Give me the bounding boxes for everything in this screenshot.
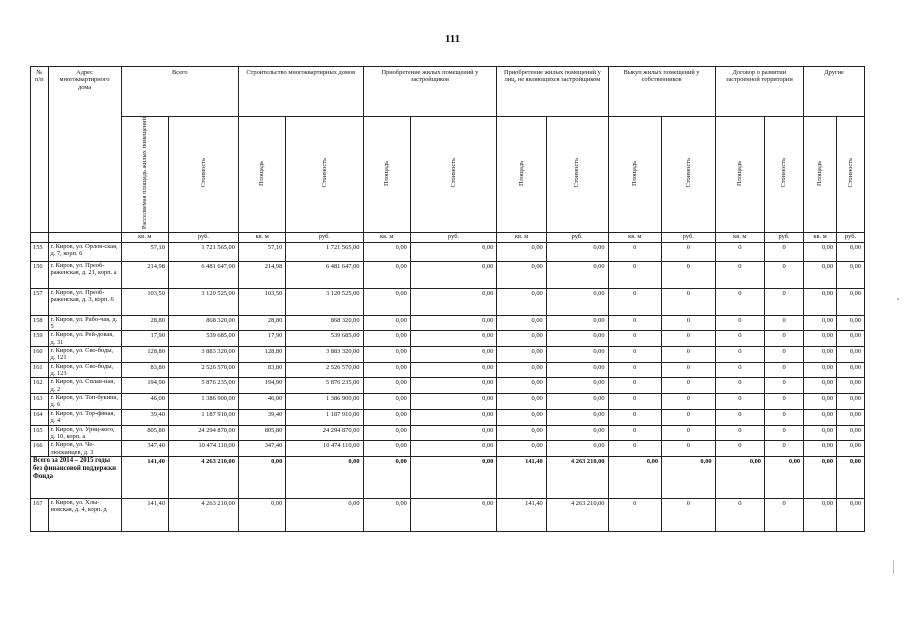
table-cell: 0,00 <box>497 441 546 457</box>
table-cell: 0 <box>765 409 804 425</box>
subheader-area <box>121 117 168 233</box>
subheader-cost <box>168 117 238 233</box>
table-cell: 0 <box>608 261 662 288</box>
table-cell: 0 <box>715 261 764 288</box>
table-cell: 0 <box>715 346 764 362</box>
table-cell: 0,00 <box>363 261 410 288</box>
table-cell: 3 120 525,00 <box>168 288 238 315</box>
table-cell: 4 263 210,00 <box>168 498 238 531</box>
table-cell: 0,00 <box>410 242 496 261</box>
table-cell: 0 <box>765 346 804 362</box>
header-group-total: Всего <box>121 67 238 117</box>
table-cell: 0,00 <box>804 346 837 362</box>
table-cell: 5 876 235,00 <box>168 378 238 394</box>
table-cell: 0 <box>662 425 716 441</box>
table-body <box>31 242 865 531</box>
table-cell: 0 <box>662 331 716 347</box>
table-cell: 0 <box>765 441 804 457</box>
table-cell: 0 <box>608 441 662 457</box>
table-cell: 0,00 <box>837 394 865 410</box>
table-cell: 0,00 <box>804 498 837 531</box>
table-cell: 0,00 <box>363 441 410 457</box>
unit-area: кв. м <box>238 232 285 242</box>
table-cell: 0,00 <box>837 346 865 362</box>
subheader-cost <box>662 117 716 233</box>
table-cell: 0,00 <box>238 456 285 498</box>
table-cell: 0,00 <box>363 409 410 425</box>
table-cell: 0 <box>765 394 804 410</box>
table-cell: 539 685,00 <box>286 331 363 347</box>
table-cell: 39,40 <box>238 409 285 425</box>
table-cell: 28,80 <box>121 315 168 331</box>
table-cell: 0,00 <box>410 315 496 331</box>
table-cell: 0 <box>715 498 764 531</box>
subheader-area <box>608 117 662 233</box>
subheader-area <box>804 117 837 233</box>
units-empty <box>31 232 49 242</box>
table-cell: 0,00 <box>497 315 546 331</box>
table-cell: 10 474 110,00 <box>286 441 363 457</box>
table-cell: 0,00 <box>497 409 546 425</box>
row-number: 158 <box>31 315 49 331</box>
table-row <box>31 498 865 531</box>
table-cell: 6 481 647,00 <box>286 261 363 288</box>
row-address: г. Киров, ул. Рей-довая, д. 31 <box>48 331 121 347</box>
table-cell: 0 <box>662 242 716 261</box>
table-cell: 0,00 <box>497 362 546 378</box>
table-row <box>31 288 865 315</box>
table-cell: 0,00 <box>497 394 546 410</box>
table-cell: 2 526 570,00 <box>168 362 238 378</box>
table-cell: 0,00 <box>546 331 608 347</box>
table-cell: 0 <box>662 378 716 394</box>
table-cell: 0 <box>608 288 662 315</box>
subheader-area-label: Площадь <box>258 160 266 186</box>
table-cell: 128,80 <box>121 346 168 362</box>
table-cell: 0 <box>608 362 662 378</box>
subheader-area-label: Площадь <box>816 160 824 186</box>
table-row <box>31 331 865 347</box>
table-cell: 0,00 <box>546 362 608 378</box>
table-row <box>31 346 865 362</box>
table-cell: 347,40 <box>238 441 285 457</box>
table-cell: 0,00 <box>837 242 865 261</box>
table-cell: 28,80 <box>238 315 285 331</box>
table-cell: 2 526 570,00 <box>286 362 363 378</box>
table-cell: 0,00 <box>804 362 837 378</box>
table-cell: 57,10 <box>238 242 285 261</box>
subheader-cost <box>546 117 608 233</box>
table-cell: 1 386 900,00 <box>168 394 238 410</box>
table-cell: 0,00 <box>363 346 410 362</box>
units-row <box>31 232 865 242</box>
table-cell: 0,00 <box>546 242 608 261</box>
table-cell: 141,40 <box>121 456 168 498</box>
table-cell: 214,98 <box>121 261 168 288</box>
subheader-cost-label: Стоимость <box>199 158 207 188</box>
table-cell: 46,00 <box>121 394 168 410</box>
table-cell: 0 <box>715 288 764 315</box>
table-cell: 0,00 <box>363 394 410 410</box>
table-cell: 3 883 320,00 <box>286 346 363 362</box>
subheader-area <box>715 117 764 233</box>
table-cell: 0 <box>765 362 804 378</box>
table-cell: 0,00 <box>662 456 716 498</box>
table-cell: 0 <box>608 331 662 347</box>
table-cell: 0,00 <box>837 261 865 288</box>
header-group-construction: Строительство многоквартирных домов <box>238 67 363 117</box>
table-cell: 0,00 <box>804 441 837 457</box>
table-cell: 39,40 <box>121 409 168 425</box>
table-cell: 0,00 <box>804 409 837 425</box>
unit-area: кв. м <box>497 232 546 242</box>
table-cell: 3 120 525,00 <box>286 288 363 315</box>
table-cell: 0,00 <box>546 261 608 288</box>
table-cell: 0,00 <box>363 242 410 261</box>
table-cell: 0 <box>765 315 804 331</box>
table-cell: 128,80 <box>238 346 285 362</box>
table-cell: 0,00 <box>497 425 546 441</box>
scan-artifact <box>893 560 894 574</box>
table-cell: 3 883 320,00 <box>168 346 238 362</box>
unit-area: кв. м <box>363 232 410 242</box>
subheader-cost-label: Стоимость <box>573 158 581 188</box>
row-address: г. Киров, ул. Хлы-новская, д. 4, корп. д <box>48 498 121 531</box>
row-number: 156 <box>31 261 49 288</box>
table-cell: 0,00 <box>497 346 546 362</box>
row-address: г. Киров, ул. Орлов-ская, д. 7, корп. 6 <box>48 242 121 261</box>
subheader-cost-label: Стоимость <box>320 158 328 188</box>
header-address: Адрес многоквартирного дома <box>48 67 121 233</box>
table-cell: 0 <box>765 331 804 347</box>
row-address: г. Киров, ул. Сво-боды, д. 121 <box>48 346 121 362</box>
table-cell: 194,90 <box>121 378 168 394</box>
table-cell: 1 187 910,00 <box>168 409 238 425</box>
row-number: 165 <box>31 425 49 441</box>
table-cell: 0 <box>765 242 804 261</box>
page-number: 111 <box>444 33 461 45</box>
table-cell: 0,00 <box>410 409 496 425</box>
table-cell: 103,50 <box>238 288 285 315</box>
table-cell: 0,00 <box>410 362 496 378</box>
table-cell: 0 <box>662 288 716 315</box>
table-cell: 0 <box>715 394 764 410</box>
table-cell: 0 <box>662 315 716 331</box>
table-cell: 0,00 <box>410 331 496 347</box>
table-cell: 5 876 235,00 <box>286 378 363 394</box>
table-cell: 0,00 <box>804 242 837 261</box>
row-address: г. Киров, ул. Топ-букина, д. 6 <box>48 394 121 410</box>
table-cell: 0,00 <box>410 425 496 441</box>
table-cell: 0 <box>608 409 662 425</box>
table-header <box>31 67 865 243</box>
row-address: г. Киров, ул. Преоб-раженская, д. 3, корп. 6 <box>48 288 121 315</box>
table-cell: 0 <box>765 288 804 315</box>
table-cell: 0,00 <box>497 261 546 288</box>
table-cell: 0,00 <box>286 456 363 498</box>
table-cell: 0,00 <box>546 441 608 457</box>
table-cell: 0,00 <box>363 425 410 441</box>
table-cell: 24 294 870,00 <box>168 425 238 441</box>
table-cell: 0,00 <box>804 315 837 331</box>
subheader-area <box>497 117 546 233</box>
table-row <box>31 394 865 410</box>
row-number: 167 <box>31 498 49 531</box>
row-number: 157 <box>31 288 49 315</box>
table-cell: 0 <box>608 242 662 261</box>
table-cell: 141,40 <box>497 498 546 531</box>
table-cell: 0,00 <box>410 456 496 498</box>
table-cell: 0 <box>715 378 764 394</box>
table-cell: 0,00 <box>410 441 496 457</box>
table-cell: 0,00 <box>837 378 865 394</box>
table-cell: 0,00 <box>804 331 837 347</box>
table-cell: 0 <box>662 261 716 288</box>
row-number: 162 <box>31 378 49 394</box>
table-cell: 0,00 <box>837 425 865 441</box>
table-row <box>31 409 865 425</box>
table-cell: 1 721 565,00 <box>168 242 238 261</box>
table-cell: 0,00 <box>804 261 837 288</box>
subheader-cost-label: Стоимость <box>846 158 854 188</box>
table-cell: 0,00 <box>546 346 608 362</box>
table-cell: 0,00 <box>837 409 865 425</box>
table-cell: 0,00 <box>804 425 837 441</box>
table-cell: 0,00 <box>363 362 410 378</box>
table-cell: 0 <box>715 425 764 441</box>
table-cell: 0,00 <box>546 288 608 315</box>
row-address: г. Киров, ул. Рабо-чая, д. 5 <box>48 315 121 331</box>
table-cell: 0,00 <box>363 331 410 347</box>
table-cell: 0,00 <box>363 498 410 531</box>
table-cell: 0,00 <box>837 331 865 347</box>
row-address: г. Киров, ул. Сплав-ная, д. 2 <box>48 378 121 394</box>
table-cell: 4 263 210,00 <box>546 498 608 531</box>
table-cell: 0,00 <box>363 456 410 498</box>
subheader-cost-label: Стоимость <box>780 158 788 188</box>
table-cell: 0 <box>715 362 764 378</box>
table-cell: 0 <box>715 441 764 457</box>
table-cell: 868 320,00 <box>286 315 363 331</box>
row-number: 155 <box>31 242 49 261</box>
row-number: 163 <box>31 394 49 410</box>
unit-rub: руб. <box>286 232 363 242</box>
row-address: г. Киров, ул. Сво-боды, д. 123 <box>48 362 121 378</box>
unit-rub: руб. <box>837 232 865 242</box>
table-cell: 0,00 <box>837 498 865 531</box>
row-number: 159 <box>31 331 49 347</box>
table-cell: 4 263 210,00 <box>546 456 608 498</box>
table-cell: 0,00 <box>546 425 608 441</box>
unit-area: кв. м <box>715 232 764 242</box>
subheader-area-label: Площадь <box>631 160 639 186</box>
table-cell: 0 <box>608 498 662 531</box>
subheader-cost-label: Стоимость <box>449 158 457 188</box>
header-group-purchase-non-developers: Приобретение жилых помещений у лиц, не являющихся застройщиком <box>497 67 608 117</box>
table-cell: 0,00 <box>497 331 546 347</box>
header-group-purchase-developers: Приобретение жилых помещений у застройщиков <box>363 67 497 117</box>
table-row <box>31 425 865 441</box>
table-cell: 10 474 110,00 <box>168 441 238 457</box>
table-cell: 539 685,00 <box>168 331 238 347</box>
table-cell: 0,00 <box>363 315 410 331</box>
row-number: 161 <box>31 362 49 378</box>
row-address: г. Киров, ул. Тор-фяная, д. 4 <box>48 409 121 425</box>
table-cell: 0,00 <box>804 394 837 410</box>
table-cell: 1 187 910,00 <box>286 409 363 425</box>
table-cell: 0 <box>662 409 716 425</box>
table-cell: 0 <box>662 394 716 410</box>
table-cell: 0,00 <box>546 409 608 425</box>
table-cell: 0,00 <box>363 378 410 394</box>
table-cell: 0 <box>765 498 804 531</box>
row-number: 164 <box>31 409 49 425</box>
subheader-area <box>363 117 410 233</box>
subheader-cost <box>765 117 804 233</box>
table-cell: 0,00 <box>804 288 837 315</box>
table-cell: 0,00 <box>608 456 662 498</box>
table-cell: 214,98 <box>238 261 285 288</box>
table-cell: 24 294 870,00 <box>286 425 363 441</box>
table-cell: 0 <box>608 394 662 410</box>
scan-artifact <box>897 298 899 300</box>
subheader-area-label: Площадь <box>383 160 390 186</box>
table-cell: 0,00 <box>546 394 608 410</box>
table-cell: 0 <box>715 315 764 331</box>
table-cell: 805,80 <box>238 425 285 441</box>
table-cell: 1 721 565,00 <box>286 242 363 261</box>
table-cell: 0 <box>608 425 662 441</box>
table-cell: 0,00 <box>497 242 546 261</box>
table-cell: 0,00 <box>410 378 496 394</box>
table-cell: 0,00 <box>286 498 363 531</box>
table-cell: 17,90 <box>121 331 168 347</box>
header-num: № п/п <box>31 67 49 233</box>
table-cell: 868 320,00 <box>168 315 238 331</box>
unit-area: кв. м <box>804 232 837 242</box>
table-cell: 0,00 <box>715 456 764 498</box>
table-row <box>31 441 865 457</box>
table-cell: 0,00 <box>804 378 837 394</box>
table-cell: 0,00 <box>837 456 865 498</box>
subheader-area-label: Расселяемая площадь жилых помещений <box>141 117 149 230</box>
subheader-cost-label: Стоимость <box>684 158 692 188</box>
table-cell: 0,00 <box>410 394 496 410</box>
table-cell: 141,40 <box>497 456 546 498</box>
table-cell: 0 <box>608 378 662 394</box>
table-cell: 0 <box>765 425 804 441</box>
unit-rub: руб. <box>410 232 496 242</box>
table-cell: 0,00 <box>238 498 285 531</box>
total-row <box>31 456 865 498</box>
table-cell: 83,80 <box>121 362 168 378</box>
table-cell: 46,00 <box>238 394 285 410</box>
units-empty <box>48 232 121 242</box>
table-cell: 0,00 <box>804 456 837 498</box>
table-cell: 0 <box>715 409 764 425</box>
table-cell: 347,40 <box>121 441 168 457</box>
table-cell: 0 <box>662 362 716 378</box>
table-cell: 0,00 <box>837 441 865 457</box>
table-row <box>31 378 865 394</box>
table-cell: 0,00 <box>410 261 496 288</box>
row-address: г. Киров, ул. Уриц-кого, д. 10, корп. а <box>48 425 121 441</box>
table-cell: 0,00 <box>837 362 865 378</box>
table-cell: 0 <box>715 242 764 261</box>
table-cell: 0,00 <box>497 378 546 394</box>
table-cell: 0 <box>608 346 662 362</box>
subheader-cost <box>410 117 496 233</box>
table-cell: 0,00 <box>363 288 410 315</box>
table-cell: 83,80 <box>238 362 285 378</box>
header-group-development-agreement: Договор о развитии застроенной территории <box>715 67 804 117</box>
table-cell: 141,40 <box>121 498 168 531</box>
table-row <box>31 315 865 331</box>
table-cell: 0 <box>608 315 662 331</box>
table-cell: 0,00 <box>546 315 608 331</box>
table-cell: 0,00 <box>837 315 865 331</box>
table-cell: 0 <box>662 441 716 457</box>
table-row <box>31 242 865 261</box>
table-cell: 0,00 <box>410 346 496 362</box>
table-cell: 805,80 <box>121 425 168 441</box>
row-number: 166 <box>31 441 49 457</box>
row-number: 160 <box>31 346 49 362</box>
table-row <box>31 261 865 288</box>
unit-rub: руб. <box>662 232 716 242</box>
table-cell: 17,90 <box>238 331 285 347</box>
subheader-cost <box>837 117 865 233</box>
table-cell: 194,90 <box>238 378 285 394</box>
row-address: г. Киров, ул. Че-люскинцев, д. 3 <box>48 441 121 457</box>
table-row <box>31 362 865 378</box>
table-cell: 0,00 <box>410 498 496 531</box>
subheader-area-label: Площадь <box>736 160 744 186</box>
table-cell: 57,10 <box>121 242 168 261</box>
header-group-other: Другие <box>804 67 865 117</box>
table-cell: 103,50 <box>121 288 168 315</box>
table-cell: 1 386 900,00 <box>286 394 363 410</box>
table-cell: 0,00 <box>765 456 804 498</box>
subheader-area <box>238 117 285 233</box>
table-cell: 0,00 <box>546 378 608 394</box>
subheader-area-label: Площадь <box>517 160 525 186</box>
header-group-buyout: Выкуп жилых помещений у собственников <box>608 67 715 117</box>
table-cell: 6 481 647,00 <box>168 261 238 288</box>
unit-rub: руб. <box>168 232 238 242</box>
unit-area: кв. м <box>121 232 168 242</box>
unit-rub: руб. <box>546 232 608 242</box>
table-cell: 0 <box>715 331 764 347</box>
table-cell: 0 <box>765 378 804 394</box>
subheader-cost <box>286 117 363 233</box>
table-cell: 0,00 <box>837 288 865 315</box>
table-cell: 0 <box>662 346 716 362</box>
row-address: г. Киров, ул. Преоб-раженская, д. 21, корп. а <box>48 261 121 288</box>
resettlement-table <box>30 66 865 532</box>
table-cell: 4 263 210,00 <box>168 456 238 498</box>
total-row-label: Всего за 2014 – 2015 годы без финансовой поддержки Фонда <box>31 456 122 498</box>
table-cell: 0 <box>662 498 716 531</box>
unit-area: кв. м <box>608 232 662 242</box>
table-cell: 0,00 <box>497 288 546 315</box>
unit-rub: руб. <box>765 232 804 242</box>
table-cell: 0 <box>765 261 804 288</box>
table-cell: 0,00 <box>410 288 496 315</box>
